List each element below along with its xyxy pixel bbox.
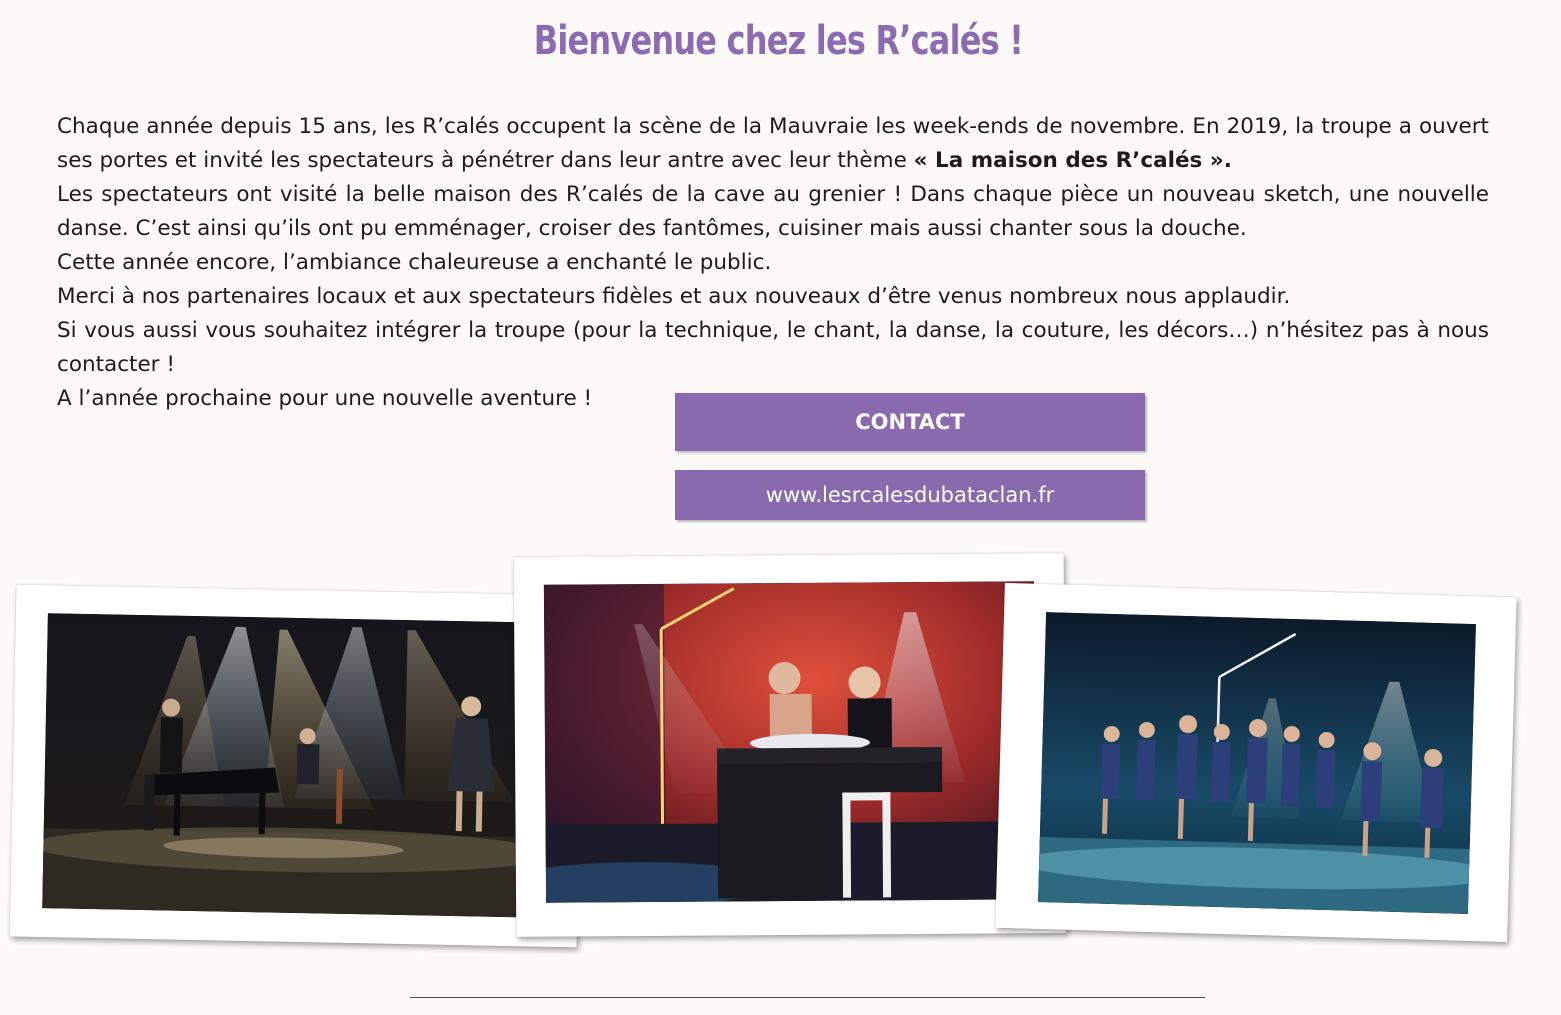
theme-name: « La maison des R’calés ». <box>913 148 1232 173</box>
stage-photo-graphic <box>544 581 1036 902</box>
paragraph-next-year: A l’année prochaine pour une nouvelle aventure ! <box>57 386 593 411</box>
photo-card-shower <box>514 553 1067 937</box>
photo-card-dance <box>995 583 1516 942</box>
photo-card-piano <box>10 585 584 948</box>
paragraph-ambiance: Cette année encore, l’ambiance chaleureuse a enchanté le public. <box>57 250 772 275</box>
paragraph-thanks: Merci à nos partenaires locaux et aux spectateurs fidèles et aux nouveaux d’être venus nombreux nous applaudir. <box>57 284 1291 309</box>
photo-group-dance <box>1038 612 1476 914</box>
intro-text: Chaque année depuis 15 ans, les R’calés occupent la scène de la Mauvraie les week-ends de novembre. En 2019, la troupe a ouvert ses portes et invité les spectateurs à pénétrer dans leur antre avec leur thème <box>57 114 1489 173</box>
website-link[interactable]: www.lesrcalesdubataclan.fr <box>675 470 1145 520</box>
paragraph-visit: Les spectateurs ont visité la belle maison des R’calés de la cave au grenier ! Dans chaque pièce un nouveau sketch, une nouvelle danse. C’est ainsi qu’ils ont pu emménager, croiser des fantômes, cuisiner mais aussi chanter sous la douche. <box>57 182 1489 241</box>
stage-photo-graphic <box>1038 612 1476 914</box>
article-body <box>57 110 1489 416</box>
contact-button[interactable]: CONTACT <box>675 393 1145 451</box>
paragraph-intro <box>57 110 1489 178</box>
paragraph-join: Si vous aussi vous souhaitez intégrer la troupe (pour la technique, le chant, la danse, la couture, les décors…) n’hésitez pas à nous contacter ! <box>57 318 1489 377</box>
page-title: Bienvenue chez les R’calés ! <box>533 18 1024 64</box>
bottom-divider <box>410 997 1205 998</box>
photo-shower-scene <box>544 581 1036 902</box>
stage-photo-graphic <box>42 613 551 918</box>
photo-piano-stage <box>42 613 551 918</box>
